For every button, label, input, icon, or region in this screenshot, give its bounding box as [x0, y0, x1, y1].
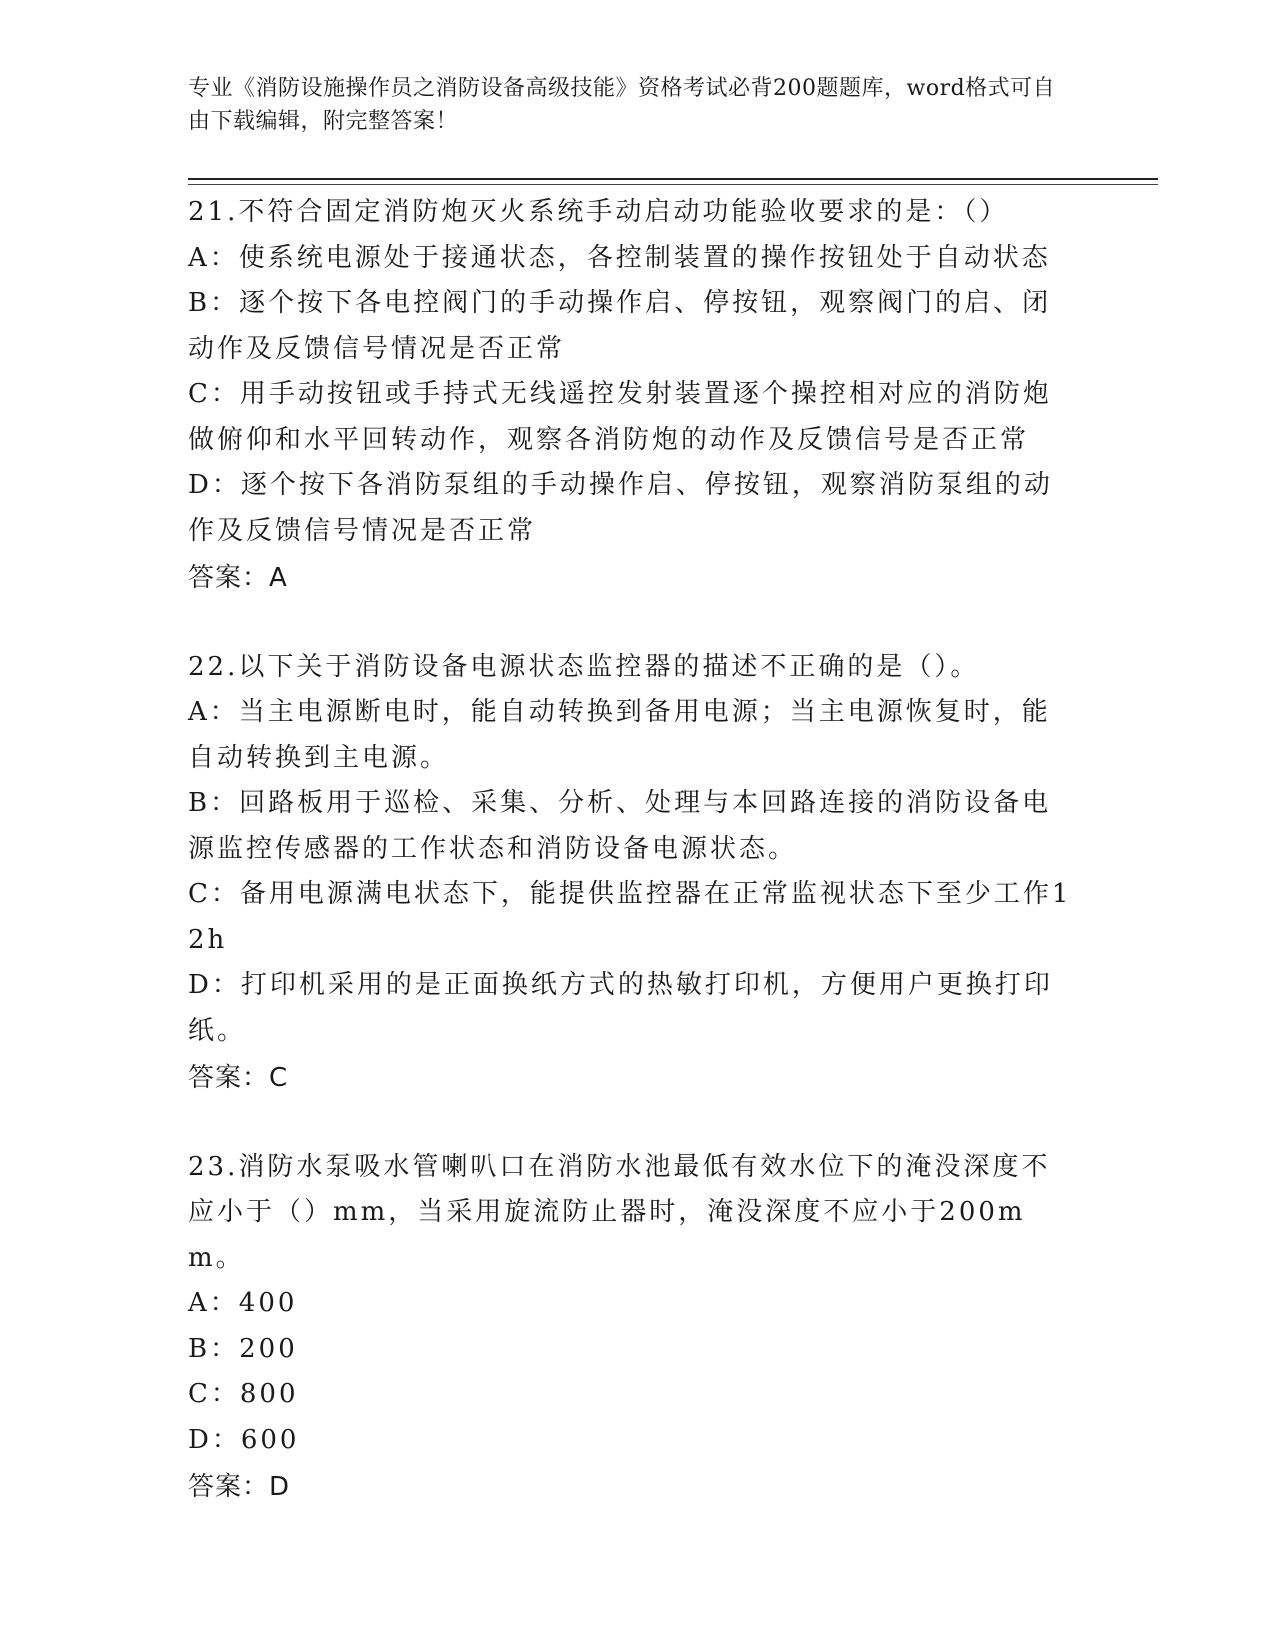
header-divider-thin [188, 184, 1158, 185]
option-d: D：打印机采用的是正面换纸方式的热敏打印机，方便用户更换打印纸。 [188, 970, 1053, 1046]
option-b: B：回路板用于巡检、采集、分析、处理与本回路连接的消防设备电源监控传感器的工作状态和消防设备电源状态。 [188, 788, 1052, 864]
option-a: A：400 [188, 1288, 298, 1318]
option-a: A：使系统电源处于接通状态，各控制装置的操作按钮处于自动状态 [188, 242, 1051, 273]
question-stem: 22.以下关于消防设备电源状态监控器的描述不正确的是（）。 [188, 651, 980, 682]
option-c: C：用手动按钮或手持式无线遥控发射装置逐个操控相对应的消防炮做俯仰和水平回转动作，观察各消防炮的动作及反馈信号是否正常 [188, 379, 1052, 455]
question-list [188, 190, 1078, 1554]
question-stem: 21.不符合固定消防炮灭火系统手动启动功能验收要求的是：（） [188, 197, 1009, 227]
question-23 [188, 1145, 1078, 1511]
option-b: B：200 [188, 1333, 298, 1364]
option-d: D：逐个按下各消防泵组的手动操作启、停按钮，观察消防泵组的动作及反馈信号情况是否正常 [188, 470, 1053, 546]
answer-line: 答案：D [188, 1472, 291, 1502]
option-b: B：逐个按下各电控阀门的手动操作启、停按钮，观察阀门的启、闭动作及反馈信号情况是否正常 [188, 288, 1052, 364]
option-c: C：备用电源满电状态下，能提供监控器在正常监视状态下至少工作12h [188, 879, 1072, 955]
header-divider-thick [188, 178, 1158, 180]
option-a: A：当主电源断电时，能自动转换到备用电源；当主电源恢复时，能自动转换到主电源。 [188, 697, 1051, 773]
option-c: C：800 [188, 1379, 299, 1409]
option-d: D：600 [188, 1424, 300, 1455]
question-stem: 23.消防水泵吸水管喇叭口在消防水池最低有效水位下的淹没深度不应小于（）mm，当采用旋流防止器时，淹没深度不应小于200mm。 [188, 1151, 1051, 1273]
answer-line: 答案：C [188, 1063, 289, 1093]
question-22 [188, 645, 1078, 1102]
answer-line: 答案：A [188, 563, 288, 593]
document-header: 专业《消防设施操作员之消防设备高级技能》资格考试必背200题题库，word格式可自由下载编辑，附完整答案！ [188, 76, 1056, 134]
question-21 [188, 190, 1078, 602]
